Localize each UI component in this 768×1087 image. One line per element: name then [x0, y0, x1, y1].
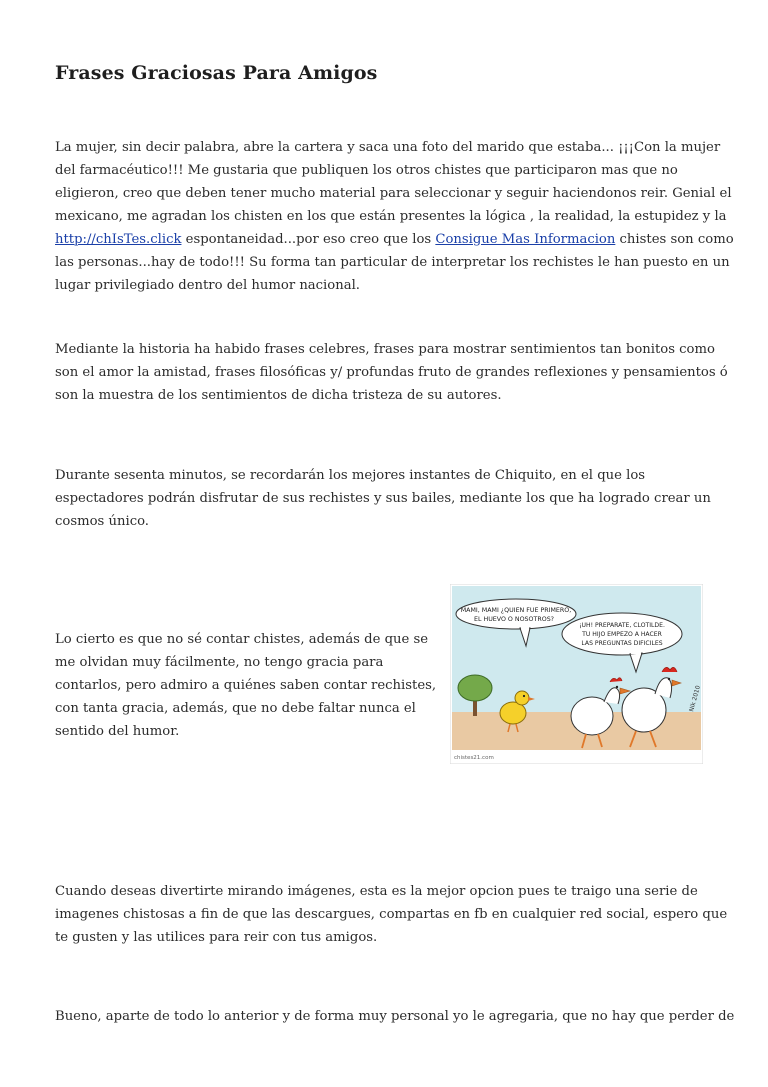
- text-line: imagenes chistosas a fin de que las descargues, compartas en fb en cualquier red social, espero que: [55, 907, 728, 922]
- bubble-text: EL HUEVO O NOSOTROS?: [473, 616, 555, 623]
- text-line: Cuando deseas divertirte mirando imágenes, esta es la mejor opcion pues te traigo una serie de: [55, 884, 698, 899]
- text-line: Bueno, aparte de todo lo anterior y de forma muy personal yo le agregaria, que no hay que perder de: [55, 1009, 735, 1024]
- cartoon-image: [450, 584, 703, 764]
- text-line: son el amor la amistad, frases filosóficas y/ profundas fruto de grandes reflexiones y pensamientos ó: [55, 365, 728, 380]
- text-line: cosmos único.: [55, 514, 149, 529]
- text-line: del farmacéutico!!! Me gustaria que publiquen los otros chistes que participaron mas que no: [55, 163, 678, 178]
- text-line: espectadores podrán disfrutar de sus rechistes y sus bailes, mediante los que ha logrado crear un: [55, 491, 711, 506]
- paragraph-3: [55, 464, 711, 533]
- paragraph-5: [55, 880, 727, 949]
- text-line: me olvidan muy fácilmente, no tengo gracia para: [55, 655, 384, 670]
- text-line: contarlos, pero admiro a quiénes saben contar rechistes,: [55, 678, 437, 693]
- page-title: Frases Graciosas Para Amigos: [55, 62, 378, 84]
- paragraph-4: [55, 628, 436, 743]
- bubble-text: TU HIJO EMPEZO A HACER: [582, 631, 662, 638]
- credit-text: chistes21.com: [454, 755, 494, 761]
- text-line: sentido del humor.: [55, 724, 180, 739]
- bubble-text: ¡UH! PREPARATE, CLOTILDE.: [579, 622, 665, 629]
- cartoon-illustration: [450, 584, 703, 764]
- text-line: Durante sesenta minutos, se recordarán los mejores instantes de Chiquito, en el que los: [55, 468, 646, 483]
- text-line: Lo cierto es que no sé contar chistes, además de que se: [55, 632, 429, 647]
- text-fragment: chistes son como: [615, 232, 734, 247]
- text-line: son la muestra de los sentimientos de dicha tristeza de su autores.: [55, 388, 502, 403]
- text-line: lugar privilegiado dentro del humor nacional.: [55, 278, 360, 293]
- text-fragment: espontaneidad...por eso creo que los: [181, 232, 436, 247]
- bubble-text: LAS PREGUNTAS DIFICILES: [581, 640, 663, 647]
- text-line: las personas...hay de todo!!! Su forma tan particular de interpretar los rechistes le han puesto en un: [55, 255, 730, 270]
- text-line: eligieron, creo que deben tener mucho material para seleccionar y seguir haciendonos reir. Genial el: [55, 186, 732, 201]
- paragraph-2: [55, 338, 728, 407]
- artist-signature: Nik 2010: [688, 684, 702, 713]
- text-line: Mediante la historia ha habido frases celebres, frases para mostrar sentimientos tan bonitos como: [55, 342, 715, 357]
- text-line: te gusten y las utilices para reir con tus amigos.: [55, 930, 378, 945]
- text-line: mexicano, me agradan los chisten en los que están presentes la lógica , la realidad, la estupidez y la: [55, 209, 727, 224]
- paragraph-6: [55, 1005, 734, 1028]
- consigue-mas-informacion-link[interactable]: Consigue Mas Informacion: [435, 232, 616, 247]
- chistes-link[interactable]: http://chIsTes.click: [55, 232, 182, 247]
- bubble-text: MAMI, MAMI ¿QUIEN FUE PRIMERO,: [460, 607, 572, 614]
- text-line: con tanta gracia, además, que no debe faltar nunca el: [55, 701, 416, 716]
- paragraph-1: [55, 136, 734, 297]
- text-line: [55, 228, 734, 251]
- text-line: La mujer, sin decir palabra, abre la cartera y saca una foto del marido que estaba... ¡¡¡Con la mujer: [55, 140, 721, 155]
